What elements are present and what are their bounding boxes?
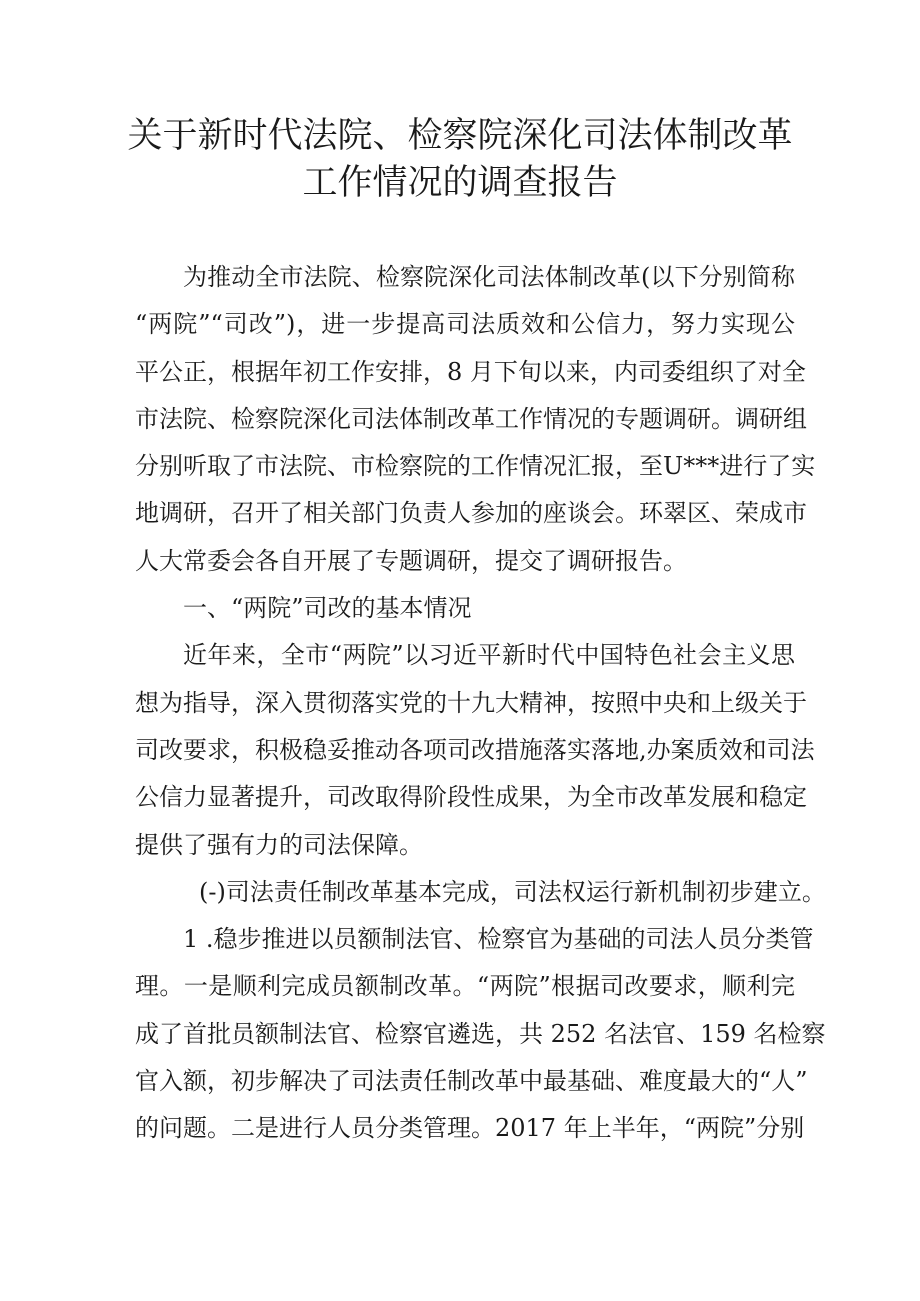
paragraph-line: 提供了强有力的司法保障。	[135, 830, 423, 859]
paragraph-line: 成了首批员额制法官、检察官遴选，共 252 名法官、159 名检察	[135, 1019, 826, 1048]
document-title-line-2: 工作情况的调查报告	[302, 163, 618, 203]
paragraph-line: 司改要求，积极稳妥推动各项司改措施落实落地,办案质效和司法	[135, 735, 815, 764]
document-title-line-1: 关于新时代法院、检察院深化司法体制改革	[127, 116, 793, 156]
paragraph-line: 理。一是顺利完成员额制改革。“两院”根据司改要求，顺利完	[135, 972, 795, 1001]
paragraph-line: 人大常委会各自开展了专题调研，提交了调研报告。	[135, 546, 687, 575]
paragraph-line: 想为指导，深入贯彻落实党的十九大精神，按照中央和上级关于	[135, 688, 807, 717]
paragraph-line: 分别听取了市法院、市检察院的工作情况汇报，至U***进行了实	[135, 452, 816, 481]
paragraph-line: 地调研，召开了相关部门负责人参加的座谈会。环翠区、荣成市	[135, 499, 807, 528]
document-body	[135, 254, 826, 1153]
paragraph-line: 的问题。二是进行人员分类管理。2017 年上半年，“两院”分别	[135, 1114, 805, 1143]
paragraph-line: 市法院、检察院深化司法体制改革工作情况的专题调研。调研组	[135, 404, 807, 433]
paragraph-line: 官入额，初步解决了司法责任制改革中最基础、难度最大的“人”	[135, 1067, 808, 1096]
paragraph-line: “两院”“司改”)，进一步提高司法质效和公信力，努力实现公	[135, 310, 795, 339]
section-heading: 一、“两院”司改的基本情况	[183, 594, 472, 623]
paragraph-line: 平公正，根据年初工作安排，8 月下旬以来，内司委组织了对全	[135, 357, 806, 386]
paragraph-line: 1 .稳步推进以员额制法官、检察官为基础的司法人员分类管	[183, 925, 814, 954]
paragraph-line: 公信力显著提升，司改取得阶段性成果，为全市改革发展和稳定	[135, 783, 807, 812]
paragraph-line: 近年来，全市“两院”以习近平新时代中国特色社会主义思	[183, 641, 795, 670]
paragraph-line: 为推动全市法院、检察院深化司法体制改革(以下分别简称	[183, 263, 795, 291]
subsection-heading: (-)司法责任制改革基本完成，司法权运行新机制初步建立。	[199, 877, 826, 906]
